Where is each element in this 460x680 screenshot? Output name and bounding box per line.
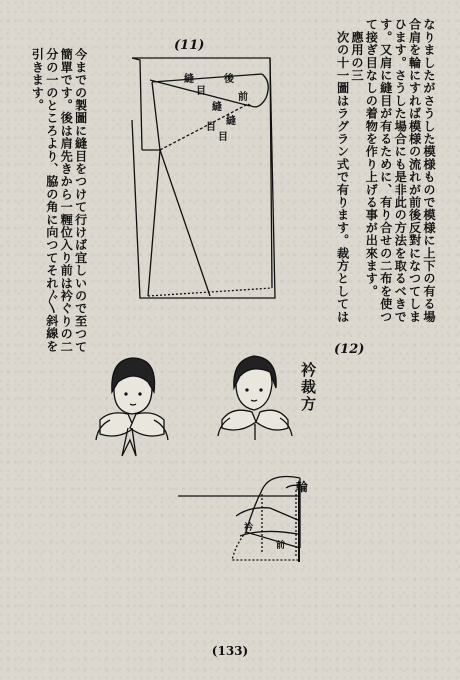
pattern-label: 縫 xyxy=(226,116,236,127)
text-line: なりましたがさうした模様もので模様に上下の有る場 xyxy=(422,18,436,323)
section-heading: 應用の三 xyxy=(349,18,364,82)
text-line: ひます。さうした場合にも是非此の方法を取るべきで xyxy=(393,18,408,323)
text-line: 次の十一圖はラグラン式で有ります。裁方としては xyxy=(335,18,350,323)
figure-12-label: (12) xyxy=(334,342,365,357)
text-line: す。又肩に縫目が有るために、有り合せの二布を使つ xyxy=(378,18,393,323)
figure-11-label: (11) xyxy=(174,38,205,53)
page-number: (133) xyxy=(211,644,249,658)
text-line: 合肩を輪にすれば模様の流れが前後反對になつてしま xyxy=(407,18,422,323)
figure-12-caption: 衿裁方 xyxy=(299,362,317,413)
pattern-label: 輪 xyxy=(296,480,309,494)
text-line: 引きます。 xyxy=(30,48,45,112)
pattern-label: 縫 xyxy=(184,74,194,85)
pattern-label: 目 xyxy=(196,86,206,97)
pattern-label: 後 xyxy=(224,74,234,85)
pattern-label: 前 xyxy=(238,92,248,103)
text-line: 簡單です。後は肩先きから一糎位入り前は衿ぐりの二 xyxy=(59,48,74,353)
collar-label: 前 xyxy=(276,541,286,551)
pattern-label: 目 xyxy=(206,122,216,133)
pattern-label: 縫 xyxy=(212,102,222,113)
collar-label: 衿 xyxy=(244,523,254,533)
text-line: 分の一のところより、脇の角に向つてそれ〴〵斜線を xyxy=(44,48,59,353)
text-line: て接ぎ目なしの着物を作り上げる事が出來ます。 xyxy=(364,18,379,298)
pattern-label: 目 xyxy=(218,132,228,143)
text-line: 今までの製圖に縫目をつけて行けば宜しいので至つて xyxy=(73,48,88,353)
